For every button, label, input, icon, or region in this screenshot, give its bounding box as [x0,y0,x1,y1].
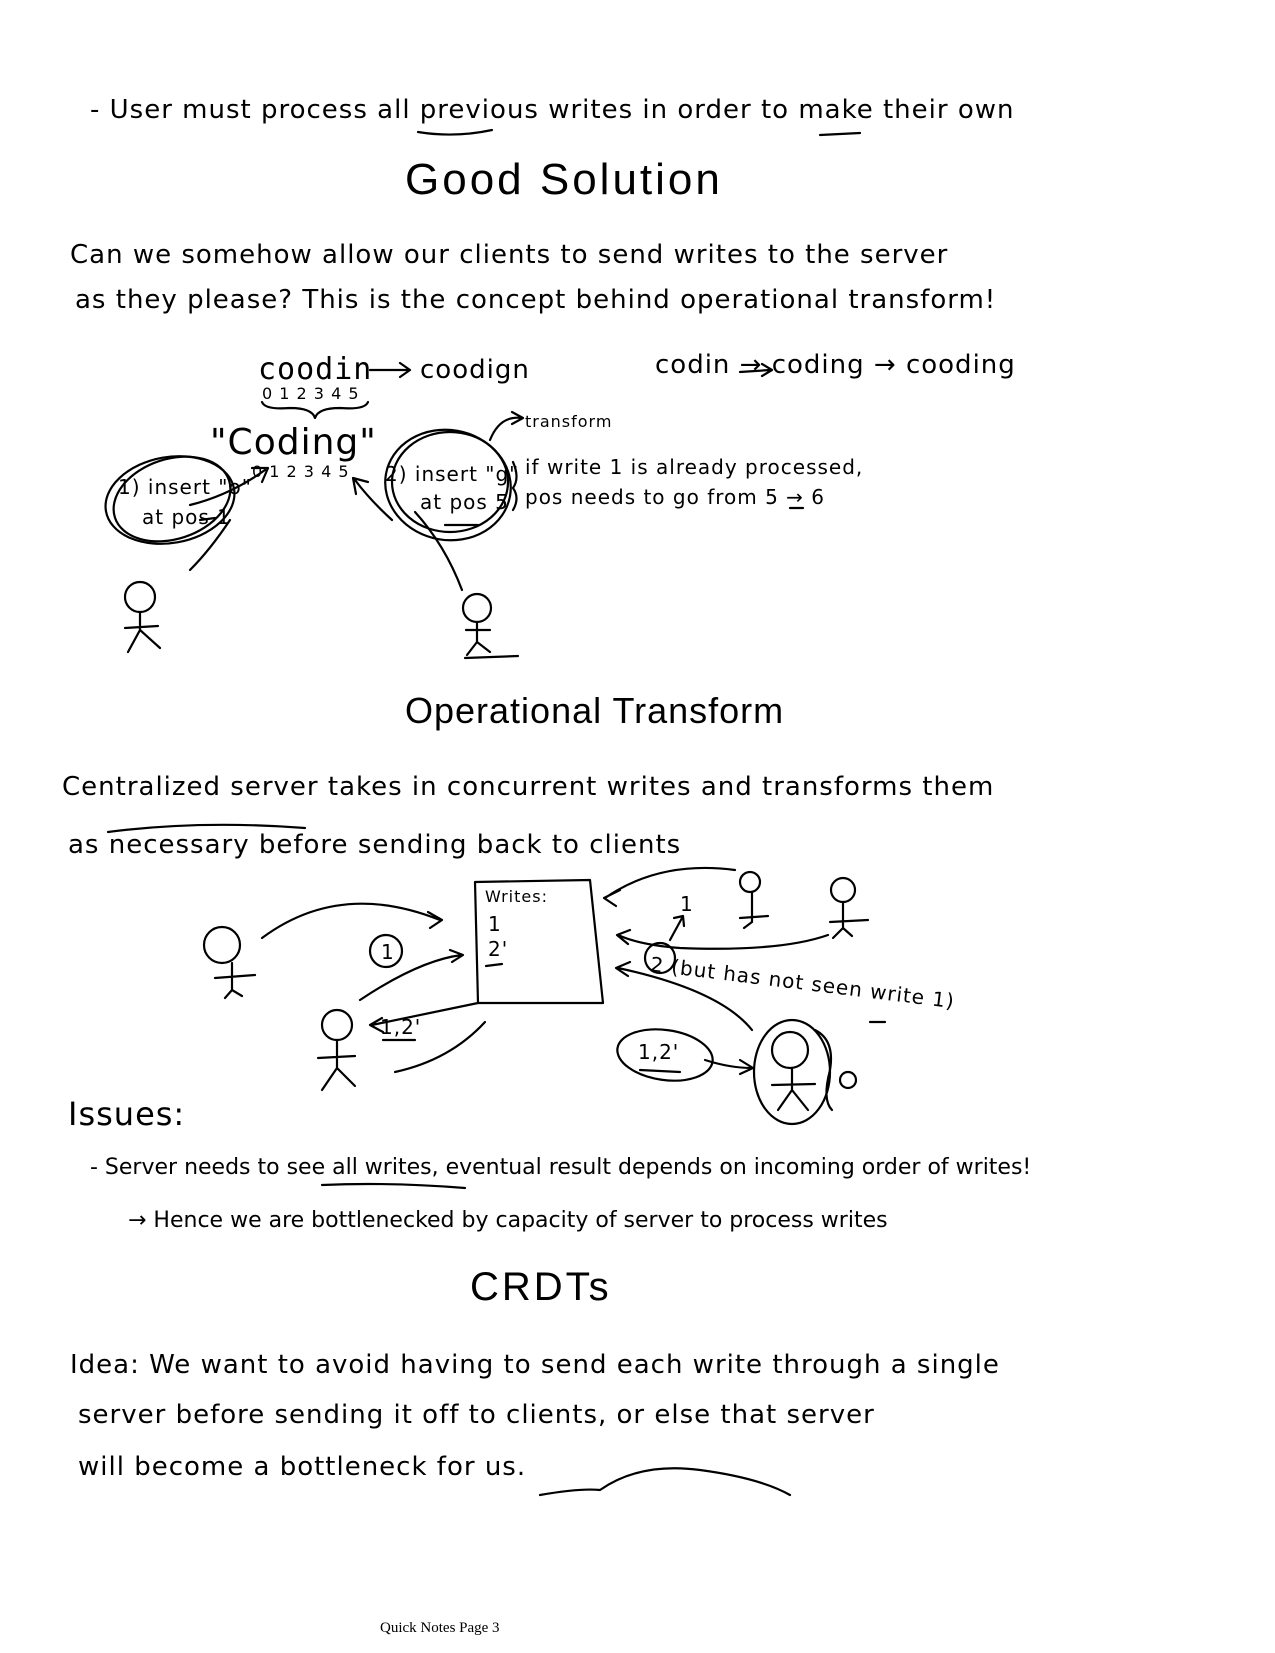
issues-heading: Issues: [68,1095,186,1133]
ot-figure-right2-body [830,902,868,938]
coodign-label: coodign [420,355,530,385]
ot-figure-bottomleft-head [322,1010,352,1040]
underline-previous [418,130,492,135]
writes-box-item2: 2' [488,937,509,961]
coding-indices: 0 1 2 3 4 5 [252,462,350,481]
bottom-partial-curve [540,1468,790,1495]
previous-writes-line: - User must process all previous writes in order to make their own [90,95,1015,125]
ot-para-line2: as necessary before sending back to clients [68,830,682,860]
ot-figure-left-head [204,927,240,963]
ot-figure-right1-head [740,872,760,892]
ot-figure-br-body [772,1068,815,1110]
figure2-arrow [415,512,462,590]
ot-arrow-right-to-box [604,868,735,906]
transform-note-line1: if write 1 is already processed, [525,455,864,479]
underline-own [820,133,860,135]
stick-figure-2-head [463,594,491,622]
issues-item2: → Hence we are bottlenecked by capacity of server to process writes [128,1208,888,1233]
ot-figure-br-circle [754,1020,830,1124]
issues-item1: - Server needs to see all writes, eventual result depends on incoming order of writes! [90,1155,1032,1180]
box-item2-underline [486,964,502,966]
ot-figure-br-ear [815,1030,832,1110]
good-solution-para-line1: Can we somehow allow our clients to send writes to the server [70,240,949,270]
write2-line2: at pos 5 [420,490,509,514]
write-12-left-label: 1,2' [380,1015,422,1039]
ot-arrow-right2-to-box [617,930,828,949]
stick-figure-1-head [125,582,155,612]
coodin-label: coodin [258,352,373,387]
transform-note-line2: pos needs to go from 5 → 6 [525,485,826,509]
coodin-indices: 0 1 2 3 4 5 [262,384,360,403]
write-2-note: 2 (but has not seen write 1) [649,952,957,1014]
coodin-brace [262,402,368,418]
ot-arrow-bl-to-box [360,950,463,1000]
ot-figure-right2-head [831,878,855,902]
ot-figure-bottomleft-body [318,1040,355,1090]
operational-transform-heading: Operational Transform [405,690,785,731]
write1-line2: at pos 1 [142,505,231,529]
write-1-top-label: 1 [680,892,694,916]
write2-line1: 2) insert "g" [385,462,520,486]
crdts-idea-line1: Idea: We want to avoid having to send each write through a single [70,1350,1000,1380]
crdts-idea-line2: server before sending it off to clients, or else that server [78,1400,875,1430]
crdts-idea-line3: will become a bottleneck for us. [78,1452,527,1482]
stick-figure-2-body [465,622,518,658]
good-solution-para-line2: as they please? This is the concept behind operational transform! [75,285,997,315]
ot-figure-left-body [215,963,255,998]
page-footer: Quick Notes Page 3 [380,1620,500,1636]
write-12-right-label: 1,2' [638,1040,680,1064]
good-solution-heading: Good Solution [405,155,723,204]
coodin-arrow [370,363,410,377]
write-1-circle-label: 1 [381,940,395,964]
crdts-heading: CRDTs [470,1265,612,1309]
codin-chain-label: codin → coding → cooding [655,350,1016,380]
ot-arrow-left-to-box [262,904,442,938]
write-12-right-underline [640,1070,680,1072]
stick-figure-1-body [125,612,160,652]
write1-line1: 1) insert "o" [118,475,252,499]
writes-box-item1: 1 [488,912,502,936]
ot-arrow-12-to-br [705,1060,753,1074]
coding-word: "Coding" [210,422,377,463]
ot-arrow-1-up [670,916,684,940]
writes-box-title: Writes: [485,887,548,906]
ot-figure-br-dot [840,1072,856,1088]
ot-figure-br-head [772,1032,808,1068]
transform-label: transform [525,412,613,431]
transform-arrow [490,412,523,440]
ot-figure-right1-body [740,892,768,928]
underline-see-all-writes [322,1184,465,1188]
ot-para-line1: Centralized server takes in concurrent writes and transforms them [62,772,995,802]
